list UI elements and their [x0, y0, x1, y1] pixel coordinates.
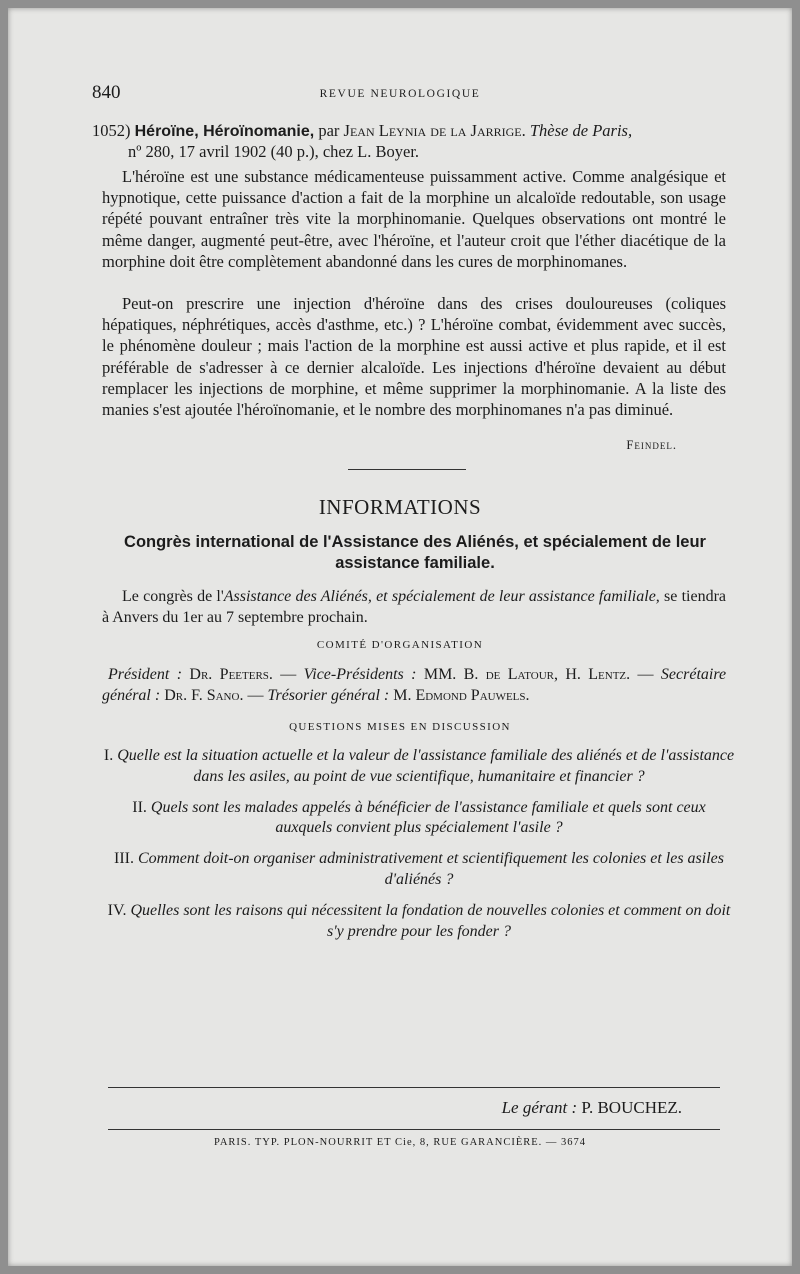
thesis-label: Thèse de Paris, [529, 121, 633, 140]
committee-list: Président : Dr. Peeters. — Vice-Présidents : MM. B. de Latour, H. Lentz. — Secrétaire général : Dr. F. Sano. — Trésorier général : M. Edmond Pauwels. [102, 666, 727, 705]
paragraph-1: L'héroïne est une substance médicamenteuse puissamment active. Comme analgésique et hypnotique, cette puissance d'action a fait de la morphine un alcaloïde redoutable, son usage répété pouvant entraîner très vite la morphinomanie. Quelques observations ont montré le même danger, augmenté peut-être, avec l'héroïne, et l'auteur croit que l'éther diacétique de la morphine doit être complètement abandonné dans les cures de morphinomanes. [102, 167, 726, 271]
article-title-line [92, 120, 732, 142]
question-item [102, 901, 736, 943]
committee-heading: COMITÉ D'ORGANISATION [316, 639, 484, 651]
manager-label: Le gérant : [501, 1098, 578, 1117]
president-label: Président : [108, 666, 183, 683]
question-text: Quelles sont les raisons qui nécessitent la fondation de nouvelles colonies et comment on doit s'y prendre pour les fonder ? [130, 901, 731, 940]
manager-line [502, 1098, 682, 1118]
questions-heading: QUESTIONS MISES EN DISCUSSION [289, 721, 511, 733]
secretary-name: Dr. F. Sano. [164, 687, 244, 705]
vice-label: Vice-Présidents : [303, 666, 417, 683]
question-number: IV. [107, 901, 127, 919]
signature: Feindel. [626, 438, 677, 452]
congress-text-end: se tiendra à Anvers du 1er au 7 septembre prochain. [102, 588, 727, 627]
question-text: Quels sont les malades appelés à bénéficier de l'assistance familiale et quels sont ceux auxquels convient plus spécialement l'asile ? [150, 798, 706, 837]
section-title: INFORMATIONS [318, 495, 482, 519]
treasurer-name: M. Edmond Pauwels. [393, 687, 530, 705]
congress-text-start: Le congrès de l' [122, 588, 224, 605]
article-reference: nº 280, 17 avril 1902 (40 p.), chez L. Boyer. [128, 142, 420, 161]
footer-rule-top [108, 1087, 720, 1088]
article-title: Héroïne, Héroïnomanie, [134, 123, 315, 140]
article-body-2 [102, 293, 726, 420]
question-item [102, 798, 736, 840]
author-name: Jean Leynia de la Jarrige. [343, 121, 526, 140]
question-text: Comment doit-on organiser administrativement et scientifiquement les colonies et les asiles d'aliénés ? [138, 850, 724, 888]
congress-text-italic: Assistance des Aliénés, et spécialement de leur assistance familiale, [223, 588, 660, 605]
president-name: Dr. Peeters. [189, 666, 273, 683]
author-prefix: par [318, 121, 340, 140]
treasurer-label: Trésorier général : [267, 687, 390, 705]
separator-rule [348, 469, 466, 470]
journal-page [8, 8, 792, 1266]
paragraph-2: Peut-on prescrire une injection d'héroïne dans des crises douloureuses (coliques hépatiques, néphrétiques, accès d'asthme, etc.) ? L'héroïne combat, évidemment avec succès, le phénomène douleur ; mais l'action de la morphine est aussi active et plus rapide, et il est préférable de s'adresser à ce dernier alcaloïde. Les injections d'héroïne devaient au début remplacer les injections de morphine, et même supprimer la morphinomanie. A la liste des manies s'est ajoutée l'héroïnomanie, et le nombre des morphinomanes n'a pas diminué. [102, 294, 726, 420]
printer-imprint: PARIS. TYP. PLON-NOURRIT ET Cie, 8, RUE GARANCIÈRE. — 3674 [213, 1137, 587, 1148]
footer-rule-bottom [108, 1129, 720, 1130]
questions-list [102, 746, 736, 952]
running-head: REVUE NEUROLOGIQUE [319, 88, 481, 100]
question-item [102, 849, 736, 891]
congress-announcement [102, 586, 726, 628]
question-text: Quelle est la situation actuelle et la valeur de l'assistance familiale des aliénés et de l'assistance dans les asiles, au point de vue scientifique, humanitaire et financier ? [117, 747, 735, 785]
congress-heading: Congrès international de l'Assistance des Aliénés, et spécialement de leur assistance familiale. [124, 533, 706, 572]
secretary-label: Secrétaire général : [102, 666, 727, 705]
article-number: 1052) [92, 121, 131, 140]
question-number: II. [132, 798, 147, 816]
vice-names: MM. B. de Latour, H. Lentz. [423, 666, 631, 683]
question-number: III. [114, 850, 134, 868]
question-number: I. [103, 747, 114, 764]
manager-name: P. BOUCHEZ. [581, 1098, 682, 1117]
article-body [102, 166, 726, 272]
page-number: 840 [92, 82, 121, 103]
question-item [102, 746, 736, 788]
